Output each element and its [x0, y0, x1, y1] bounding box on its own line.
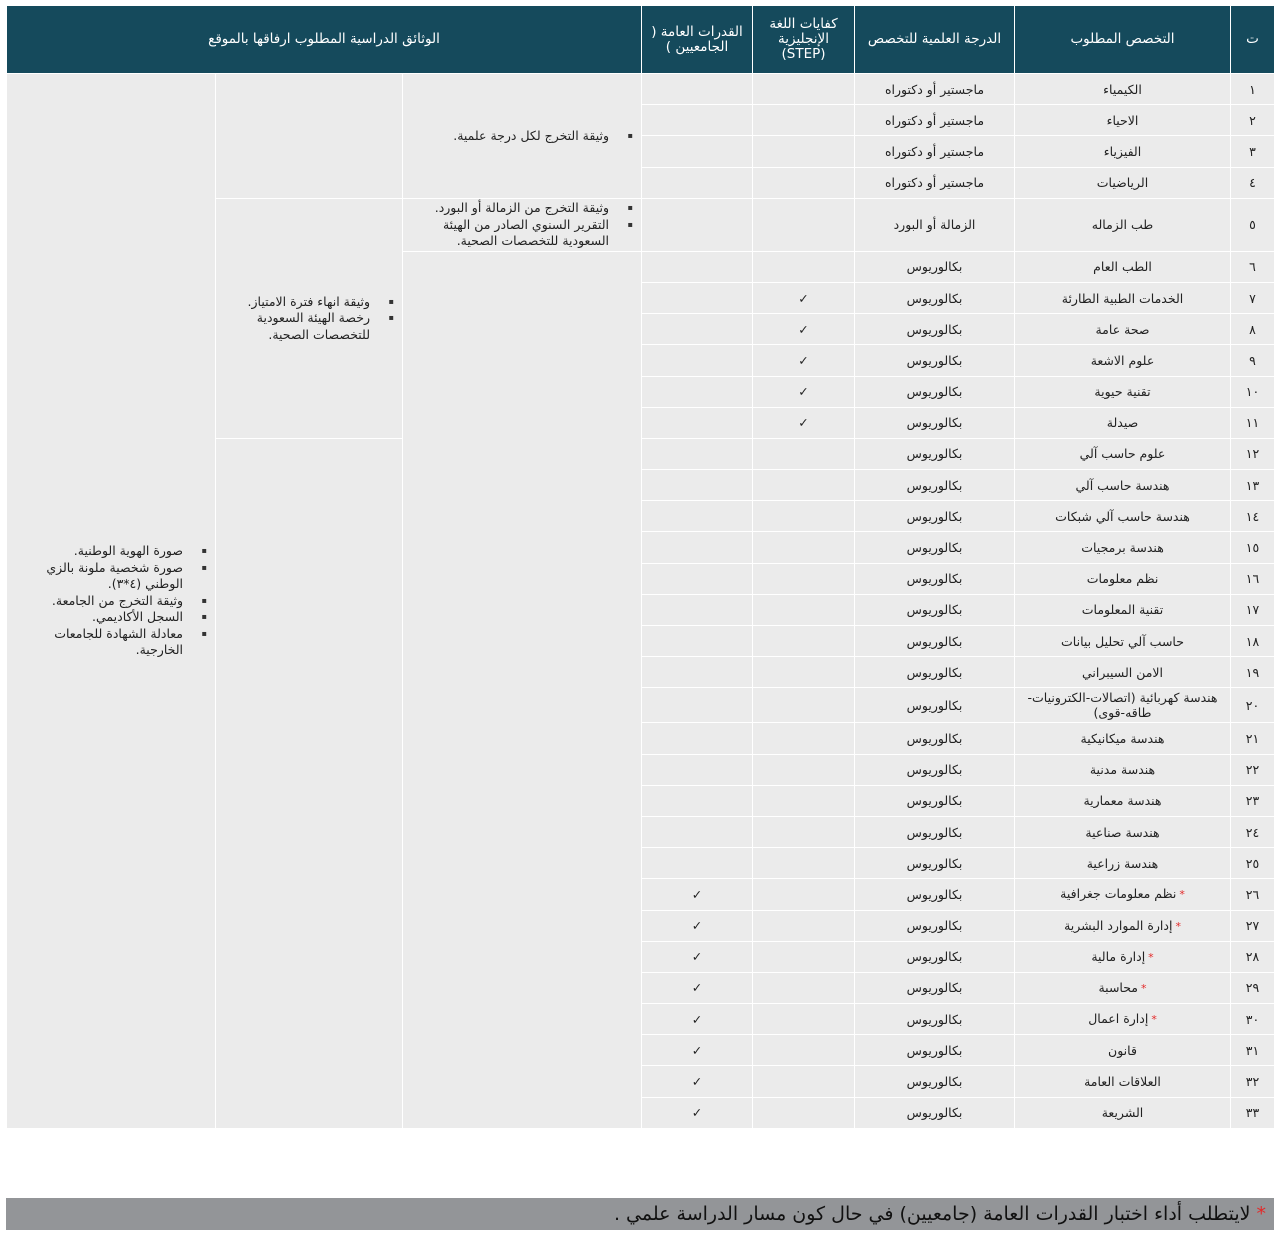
row-specialization: [1015, 501, 1231, 532]
row-number: ٣٠: [1231, 1004, 1275, 1035]
row-gat-check: [642, 563, 753, 594]
row-degree: بكالوريوس: [855, 626, 1015, 657]
row-gat-check: [642, 594, 753, 625]
row-degree: بكالوريوس: [855, 848, 1015, 879]
row-number: ٦: [1231, 251, 1275, 282]
row-degree: الزمالة أو البورد: [855, 198, 1015, 251]
specialization-label: إدارة الموارد البشرية: [1064, 917, 1173, 933]
specialization-label: طب الزماله: [1091, 217, 1154, 233]
row-gat-check: [642, 688, 753, 723]
row-specialization: [1015, 438, 1231, 469]
row-specialization: [1015, 816, 1231, 847]
specialization-label: هندسة معمارية: [1083, 793, 1162, 809]
requirements-table-container: [6, 6, 1274, 1129]
row-specialization: [1015, 754, 1231, 785]
row-number: ٣: [1231, 136, 1275, 167]
specialization-label: الطب العام: [1093, 259, 1152, 275]
row-number: ٢١: [1231, 723, 1275, 754]
row-number: ٧: [1231, 282, 1275, 313]
requirements-table: [6, 6, 1275, 1129]
row-degree: ماجستير أو دكتوراه: [855, 74, 1015, 105]
row-degree: بكالوريوس: [855, 910, 1015, 941]
row-step-check: [753, 972, 855, 1003]
row-specialization: [1015, 105, 1231, 136]
specialization-label: هندسة كهربائية (اتصالات-الكترونيات-طاقه-قوى): [1027, 690, 1218, 721]
docs-empty-c: [216, 438, 403, 1128]
asterisk-marker: *: [1179, 888, 1185, 902]
header-documents: الوثائق الدراسية المطلوب ارفاقها بالموقع: [7, 6, 642, 74]
row-number: ١٨: [1231, 626, 1275, 657]
row-degree: ماجستير أو دكتوراه: [855, 105, 1015, 136]
row-gat-check: ✓: [642, 910, 753, 941]
specialization-label: الفيزياء: [1103, 143, 1142, 159]
row-number: ١٣: [1231, 470, 1275, 501]
row-specialization: [1015, 785, 1231, 816]
docs-empty-a: [403, 251, 642, 1128]
row-number: ٤: [1231, 167, 1275, 198]
row-gat-check: [642, 167, 753, 198]
row-degree: بكالوريوس: [855, 723, 1015, 754]
row-specialization: [1015, 657, 1231, 688]
footer-note: [6, 1198, 1274, 1230]
row-degree: بكالوريوس: [855, 594, 1015, 625]
row-step-check: [753, 167, 855, 198]
row-number: ١٥: [1231, 532, 1275, 563]
specialization-label: هندسة صناعية: [1085, 824, 1160, 840]
row-step-check: [753, 198, 855, 251]
row-gat-check: [642, 74, 753, 105]
row-specialization: [1015, 74, 1231, 105]
row-number: ٢٦: [1231, 879, 1275, 910]
row-step-check: [753, 879, 855, 910]
row-gat-check: [642, 198, 753, 251]
row-number: ٢٩: [1231, 972, 1275, 1003]
row-specialization: [1015, 282, 1231, 313]
row-degree: بكالوريوس: [855, 438, 1015, 469]
asterisk-marker: *: [1141, 981, 1147, 995]
row-degree: ماجستير أو دكتوراه: [855, 167, 1015, 198]
docs-fellowship-list: [409, 200, 631, 250]
row-degree: بكالوريوس: [855, 532, 1015, 563]
row-step-check: [753, 941, 855, 972]
row-degree: بكالوريوس: [855, 314, 1015, 345]
row-step-check: [753, 1004, 855, 1035]
row-number: ٢٨: [1231, 941, 1275, 972]
row-specialization: [1015, 594, 1231, 625]
row-degree: بكالوريوس: [855, 1066, 1015, 1097]
row-number: ٣١: [1231, 1035, 1275, 1066]
row-gat-check: [642, 105, 753, 136]
row-step-check: [753, 105, 855, 136]
specialization-label: الاحياء: [1106, 112, 1139, 128]
row-step-check: [753, 532, 855, 563]
row-step-check: [753, 74, 855, 105]
row-step-check: [753, 910, 855, 941]
row-number: ١١: [1231, 407, 1275, 438]
row-gat-check: ✓: [642, 879, 753, 910]
row-specialization: [1015, 972, 1231, 1003]
row-step-check: [753, 1066, 855, 1097]
specialization-label: هندسة مدنية: [1089, 762, 1156, 778]
row-gat-check: [642, 816, 753, 847]
header-gat: القدرات العامة ( الجامعيين ): [642, 6, 753, 74]
row-specialization: [1015, 879, 1231, 910]
document-item: ▪ وثيقة التخرج من الجامعة.: [13, 593, 183, 610]
specialization-label: نظم معلومات: [1086, 571, 1159, 587]
row-degree: بكالوريوس: [855, 941, 1015, 972]
row-step-check: [753, 136, 855, 167]
row-degree: بكالوريوس: [855, 1097, 1015, 1128]
row-number: ١٤: [1231, 501, 1275, 532]
row-gat-check: ✓: [642, 972, 753, 1003]
docs-graduate: [403, 74, 642, 199]
specialization-label: صيدلة: [1106, 415, 1139, 431]
specialization-label: صحة عامة: [1095, 321, 1150, 337]
docs-general: [7, 74, 216, 1129]
row-gat-check: [642, 470, 753, 501]
row-specialization: [1015, 910, 1231, 941]
row-specialization: [1015, 198, 1231, 251]
row-specialization: [1015, 532, 1231, 563]
specialization-label: هندسة حاسب آلي شبكات: [1055, 508, 1190, 524]
row-step-check: ✓: [753, 345, 855, 376]
row-gat-check: [642, 136, 753, 167]
specialization-label: قانون: [1108, 1042, 1137, 1058]
row-specialization: [1015, 136, 1231, 167]
row-gat-check: [642, 723, 753, 754]
document-item: ▪ وثيقة التخرج من الزمالة أو البورد.: [409, 200, 609, 217]
row-degree: بكالوريوس: [855, 754, 1015, 785]
docs-health: [216, 198, 403, 438]
document-item: ▪ وثيقة التخرج لكل درجة علمية.: [409, 128, 609, 145]
specialization-label: محاسبة: [1098, 979, 1139, 995]
row-specialization: [1015, 251, 1231, 282]
row-degree: بكالوريوس: [855, 688, 1015, 723]
header-specialization: التخصص المطلوب: [1015, 6, 1231, 74]
row-degree: بكالوريوس: [855, 470, 1015, 501]
row-number: ٢٧: [1231, 910, 1275, 941]
row-gat-check: ✓: [642, 1035, 753, 1066]
specialization-label: الشريعة: [1101, 1105, 1144, 1121]
row-number: ١٩: [1231, 657, 1275, 688]
row-gat-check: [642, 407, 753, 438]
row-gat-check: [642, 626, 753, 657]
row-step-check: [753, 688, 855, 723]
row-step-check: [753, 1097, 855, 1128]
row-specialization: [1015, 941, 1231, 972]
row-gat-check: [642, 345, 753, 376]
row-number: ١: [1231, 74, 1275, 105]
row-step-check: [753, 754, 855, 785]
document-item: ▪ السجل الأكاديمي.: [13, 609, 183, 626]
row-specialization: [1015, 1097, 1231, 1128]
header-number: ت: [1231, 6, 1275, 74]
row-gat-check: [642, 251, 753, 282]
docs-empty-b: [216, 74, 403, 199]
row-number: ٨: [1231, 314, 1275, 345]
specialization-label: علوم الاشعة: [1090, 352, 1155, 368]
row-step-check: ✓: [753, 407, 855, 438]
specialization-label: الخدمات الطبية الطارئة: [1061, 290, 1184, 306]
row-step-check: [753, 594, 855, 625]
docs-health-list: [222, 294, 392, 344]
footer-note-text: لايتطلب أداء اختبار القدرات العامة (جامعيين) في حال كون مسار الدراسة علمي .: [613, 1203, 1251, 1225]
specialization-label: تقنية المعلومات: [1081, 602, 1164, 618]
row-gat-check: [642, 314, 753, 345]
table-row: [7, 74, 1275, 105]
row-degree: بكالوريوس: [855, 657, 1015, 688]
docs-graduate-list: [409, 128, 631, 145]
row-number: ٣٢: [1231, 1066, 1275, 1097]
table-body: [7, 74, 1275, 1129]
row-step-check: [753, 438, 855, 469]
footer-star: *: [1256, 1203, 1266, 1225]
row-step-check: [753, 1035, 855, 1066]
row-number: ٢٠: [1231, 688, 1275, 723]
specialization-label: تقنية حيوية: [1094, 384, 1151, 400]
row-specialization: [1015, 314, 1231, 345]
document-item: ▪ وثيقة انهاء فترة الامتياز.: [222, 294, 370, 311]
row-specialization: [1015, 470, 1231, 501]
row-degree: بكالوريوس: [855, 345, 1015, 376]
specialization-label: إدارة اعمال: [1088, 1011, 1149, 1027]
specialization-label: الكيمياء: [1103, 81, 1142, 97]
row-gat-check: [642, 848, 753, 879]
row-degree: بكالوريوس: [855, 879, 1015, 910]
row-step-check: [753, 501, 855, 532]
row-gat-check: [642, 282, 753, 313]
row-specialization: [1015, 407, 1231, 438]
row-specialization: [1015, 345, 1231, 376]
row-number: ٢٤: [1231, 816, 1275, 847]
row-step-check: [753, 470, 855, 501]
row-gat-check: [642, 501, 753, 532]
row-degree: بكالوريوس: [855, 972, 1015, 1003]
document-item: ▪ رخصة الهيئة السعودية للتخصصات الصحية.: [222, 310, 370, 343]
table-header-row: [7, 6, 1275, 74]
row-specialization: [1015, 563, 1231, 594]
row-number: ٢: [1231, 105, 1275, 136]
row-gat-check: ✓: [642, 941, 753, 972]
row-degree: بكالوريوس: [855, 785, 1015, 816]
document-item: ▪ صورة شخصية ملونة بالزي الوطني (٤*٣).: [13, 560, 183, 593]
row-number: ٢٣: [1231, 785, 1275, 816]
row-specialization: [1015, 376, 1231, 407]
row-step-check: ✓: [753, 376, 855, 407]
row-gat-check: ✓: [642, 1097, 753, 1128]
row-degree: بكالوريوس: [855, 816, 1015, 847]
row-step-check: [753, 626, 855, 657]
row-gat-check: [642, 376, 753, 407]
row-degree: بكالوريوس: [855, 563, 1015, 594]
asterisk-marker: *: [1175, 919, 1181, 933]
asterisk-marker: *: [1148, 950, 1154, 964]
row-step-check: ✓: [753, 282, 855, 313]
row-step-check: [753, 563, 855, 594]
row-step-check: [753, 848, 855, 879]
row-gat-check: [642, 438, 753, 469]
header-step: كفايات اللغة الإنجليزية (STEP): [753, 6, 855, 74]
row-number: ٢٥: [1231, 848, 1275, 879]
specialization-label: الامن السيبراني: [1081, 664, 1164, 680]
row-degree: ماجستير أو دكتوراه: [855, 136, 1015, 167]
row-degree: بكالوريوس: [855, 1035, 1015, 1066]
row-specialization: [1015, 167, 1231, 198]
row-number: ١٢: [1231, 438, 1275, 469]
asterisk-marker: *: [1151, 1013, 1157, 1027]
row-gat-check: ✓: [642, 1004, 753, 1035]
docs-fellowship: [403, 198, 642, 251]
specialization-label: الرياضيات: [1096, 175, 1149, 191]
specialization-label: حاسب آلي تحليل بيانات: [1061, 633, 1184, 649]
specialization-label: هندسة ميكانيكية: [1080, 730, 1165, 746]
specialization-label: هندسة زراعية: [1086, 855, 1159, 871]
specialization-label: هندسة حاسب آلي: [1075, 477, 1170, 493]
row-gat-check: [642, 532, 753, 563]
row-number: ٣٣: [1231, 1097, 1275, 1128]
row-degree: بكالوريوس: [855, 1004, 1015, 1035]
row-step-check: [753, 251, 855, 282]
row-degree: بكالوريوس: [855, 376, 1015, 407]
row-degree: بكالوريوس: [855, 407, 1015, 438]
row-specialization: [1015, 1035, 1231, 1066]
row-step-check: [753, 723, 855, 754]
row-step-check: ✓: [753, 314, 855, 345]
specialization-label: هندسة برمجيات: [1081, 540, 1164, 556]
row-gat-check: [642, 785, 753, 816]
row-number: ١٠: [1231, 376, 1275, 407]
row-specialization: [1015, 723, 1231, 754]
row-gat-check: [642, 754, 753, 785]
document-item: ▪ معادلة الشهادة للجامعات الخارجية.: [13, 626, 183, 659]
row-number: ٢٢: [1231, 754, 1275, 785]
row-specialization: [1015, 1004, 1231, 1035]
document-item: ▪ التقرير السنوي الصادر من الهيئة السعودية للتخصصات الصحية.: [409, 217, 609, 250]
row-step-check: [753, 816, 855, 847]
row-step-check: [753, 785, 855, 816]
row-step-check: [753, 657, 855, 688]
row-specialization: [1015, 848, 1231, 879]
document-item: ▪ صورة الهوية الوطنية.: [13, 543, 183, 560]
specialization-label: إدارة مالية: [1091, 948, 1146, 964]
row-degree: بكالوريوس: [855, 282, 1015, 313]
row-number: ٥: [1231, 198, 1275, 251]
row-gat-check: ✓: [642, 1066, 753, 1097]
row-gat-check: [642, 657, 753, 688]
row-number: ٩: [1231, 345, 1275, 376]
row-specialization: [1015, 626, 1231, 657]
row-number: ١٧: [1231, 594, 1275, 625]
row-degree: بكالوريوس: [855, 501, 1015, 532]
specialization-label: علوم حاسب آلي: [1079, 446, 1166, 462]
row-specialization: [1015, 688, 1231, 723]
row-number: ١٦: [1231, 563, 1275, 594]
specialization-label: نظم معلومات جغرافية: [1060, 886, 1177, 902]
specialization-label: العلاقات العامة: [1084, 1074, 1161, 1090]
header-degree: الدرجة العلمية للتخصص: [855, 6, 1015, 74]
row-specialization: [1015, 1066, 1231, 1097]
row-degree: بكالوريوس: [855, 251, 1015, 282]
docs-general-list: [13, 543, 205, 659]
